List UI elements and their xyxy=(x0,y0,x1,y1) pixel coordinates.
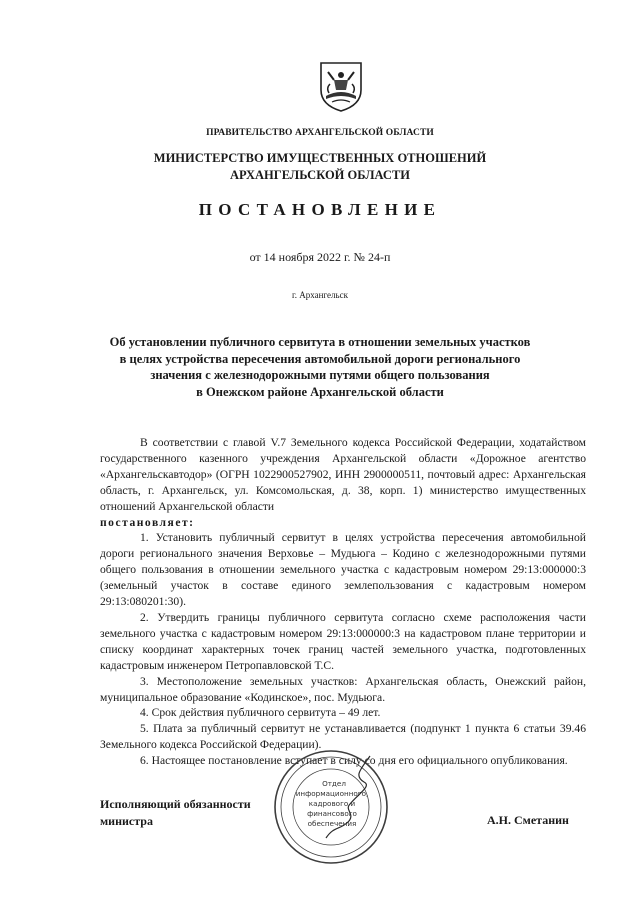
ministry-name-line2: АРХАНГЕЛЬСКОЙ ОБЛАСТИ xyxy=(230,168,410,182)
signatory-position-line1: Исполняющий обязанности xyxy=(100,797,251,811)
decrees-word: постановляет: xyxy=(100,515,195,529)
item-3: 3. Местоположение земельных участков: Архангельская область, Онежский район, муниципальное образование «Кодинское», пос. Мудьюга. xyxy=(100,674,586,704)
stamp-line1: Отдел xyxy=(322,779,346,788)
item-2: 2. Утвердить границы публичного сервитута согласно схеме расположения части земельного участка с кадастровым номером 29:13:000000:3 на кадастровом плане территории и списку координат характерных точек границ частей земельного участка, подготовленных кадастровым инженером Петропавловской Т.С. xyxy=(100,610,586,672)
item-6: 6. Настоящее постановление вступает в силу со дня его официального опубликования. xyxy=(140,754,568,768)
item-5: 5. Плата за публичный сервитут не устанавливается (подпункт 1 пункта 6 статьи 39.46 Земельного кодекса Российской Федерации). xyxy=(100,722,586,752)
official-stamp xyxy=(272,748,390,866)
subject-line2: в целях устройства пересечения автомобильной дороги регионального xyxy=(119,351,521,366)
signatory-position-line2: министра xyxy=(100,814,153,828)
item-1: 1. Установить публичный сервитут в целях устройства пересечения автомобильной дороги регионального значения Верховье – Мудьюга – Кодино с железнодорожными путями общего пользования в отношении земельного участка с кадастровым номером 29:13:000000:3 (земельный участок в составе единого землепользования с кадастровым номером 29:13:080201:30). xyxy=(100,531,586,609)
item-4: 4. Срок действия публичного сервитута – 49 лет. xyxy=(140,706,381,720)
ministry-name xyxy=(0,150,640,184)
stamp-line4: финансового xyxy=(307,809,357,818)
subject-line3: значения с железнодорожными путями общего пользования xyxy=(150,368,490,382)
intro-paragraph: В соответствии с главой V.7 Земельного кодекса Российской Федерации, ходатайством государственного казенного учреждения Архангельской области «Дорожное агентство «Архангельскавтодор» (ОГРН 1022900527902, ИНН 2900000511, почтовый адрес: Архангельская область, г. Архангельск, ул. Комсомольская, д. 38, корп. 1) министерство имущественных отношений Архангельской области xyxy=(100,436,586,513)
stamp-line5: обеспечения xyxy=(307,819,357,828)
subject-line1: Об установлении публичного сервитута в отношении земельных участков xyxy=(109,335,531,349)
government-name: ПРАВИТЕЛЬСТВО АРХАНГЕЛЬСКОЙ ОБЛАСТИ xyxy=(206,128,434,138)
stamp-line3: кадрового и xyxy=(308,799,356,808)
city: г. Архангельск xyxy=(292,290,348,300)
stamp-line2: информационного, xyxy=(295,789,369,798)
signatory-position xyxy=(100,796,251,830)
ministry-name-line1: МИНИСТЕРСТВО ИМУЩЕСТВЕННЫХ ОТНОШЕНИЙ xyxy=(153,151,487,165)
document-type: ПОСТАНОВЛЕНИЕ xyxy=(198,200,442,219)
document-body xyxy=(100,435,586,769)
signatory-name: А.Н. Сметанин xyxy=(487,813,569,827)
document-subject xyxy=(0,334,640,400)
date-and-number: от 14 ноября 2022 г. № 24-п xyxy=(249,250,391,264)
subject-line4: в Онежском районе Архангельской области xyxy=(196,384,444,399)
coat-of-arms-emblem xyxy=(318,58,364,112)
